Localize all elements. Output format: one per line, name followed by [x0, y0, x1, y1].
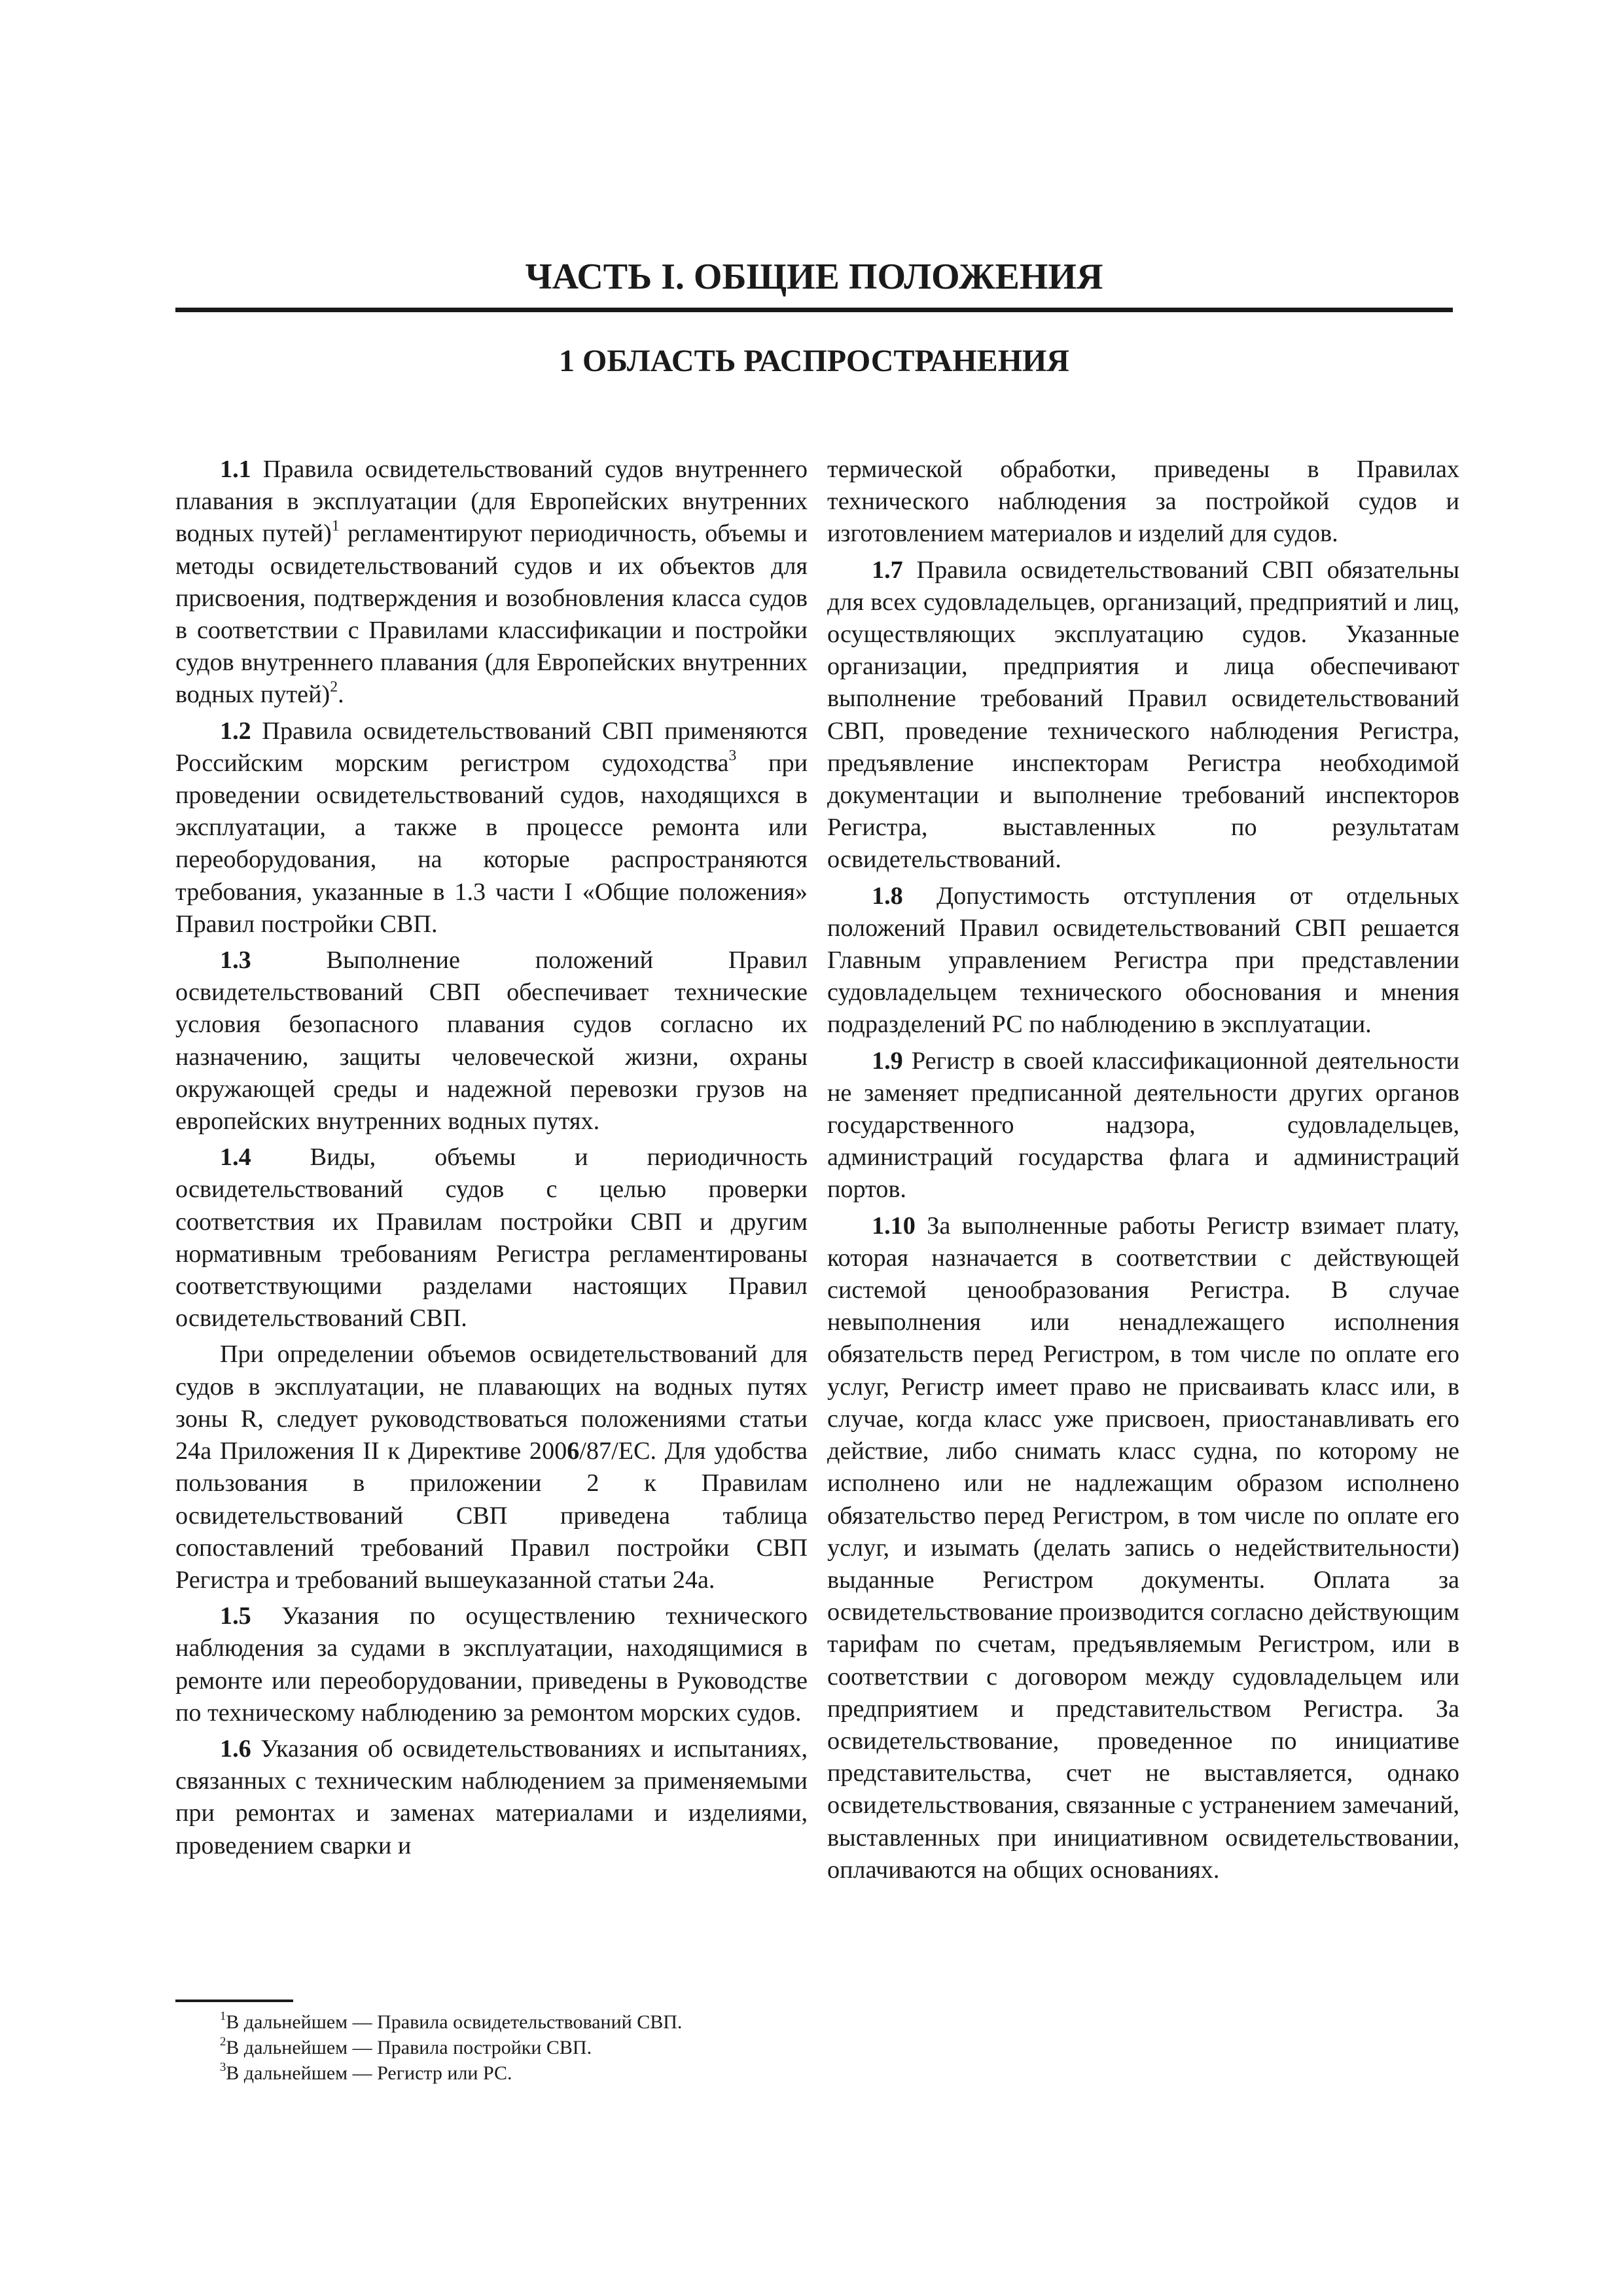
paragraph-text: Допустимость отступления от отдельных положений Правил освидетельствований СВП решается Главным управлением Регистра при представлении судовладельцем технического обоснования и мнения подразделений РС по наблюдению в эксплуатации. — [827, 882, 1459, 1039]
left-column — [175, 454, 808, 2005]
paragraph-number: 1.7 — [872, 556, 903, 584]
section-title: 1 ОБЛАСТЬ РАСПРОСТРАНЕНИЯ — [559, 344, 1069, 378]
paragraph-text: /87/EC. Для удобства пользования в приложении 2 к Правилам освидетельствований СВП приведена таблица сопоставлений требований Правил постройки СВП Регистра и требований вышеуказанной статьи 24a. — [175, 1437, 808, 1594]
paragraph-text: Указания об освидетельствованиях и испытаниях, связанных с техническим наблюдением за применяемыми при ремонтах и заменах материалами и изделиями, проведением сварки и — [175, 1734, 808, 1859]
footnote — [220, 2035, 1136, 2060]
right-column — [827, 454, 1459, 2005]
footnote — [220, 2009, 1136, 2035]
paragraph-1-6-continued: термической обработки, приведены в Правилах технического наблюдения за постройкой судов и изготовлением материалов и изделий для судов. — [827, 456, 1459, 548]
footnote-text: В дальнейшем — Правила освидетельствований СВП. — [226, 2011, 683, 2033]
paragraph-text: Правила освидетельствований СВП обязательны для всех судовладельцев, организаций, предприятий и лиц, осуществляющих эксплуатацию судов. Указанные организации, предприятия и лица обеспечивают выполнение требований Правил освидетельствований СВП, проведение технического наблюдения Регистра, предъявление инспекторам Регистра необходимой документации и выполнение требований инспекторов Регистра, выставленных по результатам освидетельствований. — [827, 556, 1459, 874]
paragraph-1-6 — [175, 1733, 808, 1862]
paragraph-text: при проведении освидетельствований судов, находящихся в эксплуатации, а также в процессе ремонта или переоборудования, на которые распространяются требования, указанные в 1.3 части I «Общие положения» Правил постройки СВП. — [175, 749, 808, 938]
footnote-mark: 2 — [220, 2034, 226, 2049]
paragraph-number: 1.10 — [872, 1211, 916, 1240]
paragraph-number: 1.2 — [220, 717, 251, 745]
paragraph-number: 1.1 — [220, 456, 251, 483]
footnote-divider — [175, 2000, 293, 2002]
paragraph-text: . — [338, 681, 344, 709]
footnote-ref: 1 — [331, 517, 340, 535]
paragraph-number: 1.3 — [220, 946, 251, 975]
paragraph-text: При определении объемов освидетельствований для судов в эксплуатации, не плавающих на водных путях зоны R, следует руководствоваться положениями статьи 24a Приложения II к Директиве 200 — [175, 1340, 808, 1465]
footnotes — [220, 2009, 1136, 2086]
paragraph-number: 1.4 — [220, 1143, 251, 1172]
paragraph-1-10 — [827, 1210, 1459, 1886]
paragraph-text: За выполненные работы Регистр взимает плату, которая назначается в соответствии с действующей системой ценообразования Регистра. В случае невыполнения или ненадлежащего исполнения обязательств перед Регистром, в том числе по оплате его услуг, Регистр имеет право не присваивать класс или, в случае, когда класс уже присвоен, приостанавливать его действие, либо снимать класс судна, по которому не исполнено или не надлежащим образом исполнено обязательство перед Регистром, в том числе по оплате его услуг, и изымать (делать запись о недействительности) выданные Регистром документы. Оплата за освидетельствование производится согласно действующим тарифам по счетам, предъявляемым Регистром, или в соответствии с договором между судовладельцем или предприятием и представительством Регистра. За освидетельствование, проведенное по инициативе представительства, счет не выставляется, однако освидетельствования, связанные с устранением замечаний, выставленных при инициативном освидетельствовании, оплачиваются на общих основаниях. — [827, 1211, 1459, 1884]
paragraph-number: 1.5 — [220, 1602, 251, 1630]
paragraph-text: Правила освидетельствований судов внутреннего плавания в эксплуатации (для Европейских внутренних водных путей) — [175, 456, 808, 548]
paragraph-text: Виды, объемы и периодичность освидетельствований судов с целью проверки соответствия их Правилам постройки СВП и другим нормативным требованиям Регистра регламентированы соответствующими разделами настоящих Правил освидетельствований СВП. — [175, 1143, 808, 1333]
bold-digit: 6 — [567, 1437, 580, 1465]
footnote-ref: 2 — [330, 678, 338, 696]
footnote-text: В дальнейшем — Правила постройки СВП. — [226, 2037, 592, 2058]
footnote-text: В дальнейшем — Регистр или РС. — [226, 2062, 512, 2084]
paragraph-text: регламентируют периодичность, объемы и методы освидетельствований судов и их объектов для присвоения, подтверждения и возобновления класса судов в соответствии с Правилами классификации и постройки судов внутреннего плавания (для Европейских внутренних водных путей) — [175, 520, 808, 709]
paragraph-text: Правила освидетельствований СВП применяются Российским морским регистром судоходства — [175, 717, 808, 777]
paragraph-text: Выполнение положений Правил освидетельствований СВП обеспечивает технические условия безопасного плавания судов согласно их назначению, защиты человеческой жизни, охраны окружающей среды и надежной перевозки грузов на европейских внутренних водных путях. — [175, 946, 808, 1136]
paragraph-number: 1.6 — [220, 1734, 251, 1763]
paragraph-1-9 — [827, 1045, 1459, 1206]
footnote-ref: 3 — [728, 747, 737, 764]
paragraph-1-4 — [175, 1141, 808, 1335]
paragraph-1-5 — [175, 1600, 808, 1729]
paragraph-1-2 — [175, 715, 808, 941]
footnote-mark: 3 — [220, 2060, 226, 2074]
part-title: ЧАСТЬ I. ОБЩИЕ ПОЛОЖЕНИЯ — [525, 257, 1103, 297]
title-divider — [175, 308, 1453, 312]
paragraph-1-7 — [827, 554, 1459, 876]
paragraph-number: 1.8 — [872, 882, 903, 910]
footnote-mark: 1 — [220, 2009, 226, 2023]
footnote — [220, 2060, 1136, 2086]
paragraph-1-3 — [175, 944, 808, 1138]
paragraph-1-4-continued — [175, 1338, 808, 1596]
paragraph-1-1 — [175, 454, 808, 711]
paragraph-text: Указания по осуществлению технического наблюдения за судами в эксплуатации, находящимися в ремонте или переоборудовании, приведены в Руководстве по техническому наблюдению за ремонтом морских судов. — [175, 1602, 808, 1727]
paragraph-text: Регистр в своей классификационной деятельности не заменяет предписанной деятельности других органов государственного надзора, судовладельцев, администраций государства флага и администраций портов. — [827, 1047, 1459, 1204]
paragraph-1-8 — [827, 880, 1459, 1041]
paragraph-number: 1.9 — [872, 1047, 903, 1075]
